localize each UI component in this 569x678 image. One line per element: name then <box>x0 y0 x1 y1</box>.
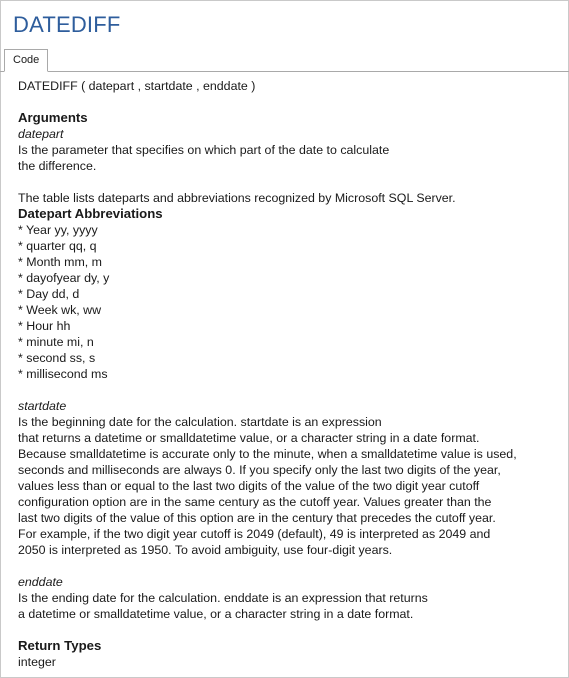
return-types-heading: Return Types <box>18 638 102 653</box>
datepart-abbrev-heading: Datepart Abbreviations <box>18 206 163 221</box>
return-type-value: integer <box>18 655 56 669</box>
startdate-desc-line: configuration option are in the same century as the cutoff year. Values greater than the <box>18 495 492 509</box>
abbrev-item: * minute mi, n <box>18 335 94 349</box>
datepart-desc-line: Is the parameter that specifies on which part of the date to calculate <box>18 143 390 157</box>
syntax-line: DATEDIFF ( datepart , startdate , enddate ) <box>18 79 256 93</box>
abbrev-item: * Year yy, yyyy <box>18 223 98 237</box>
abbrev-item: * quarter qq, q <box>18 239 97 253</box>
startdate-desc-line: Because smalldatetime is accurate only to the minute, when a smalldatetime value is used, <box>18 447 517 461</box>
startdate-desc-line: 2050 is interpreted as 1950. To avoid ambiguity, use four-digit years. <box>18 543 393 557</box>
enddate-desc-line: Is the ending date for the calculation. enddate is an expression that returns <box>18 591 428 605</box>
abbrev-item: * Week wk, ww <box>18 303 102 317</box>
enddate-param-name: enddate <box>18 575 63 589</box>
startdate-desc-line: Is the beginning date for the calculation. startdate is an expression <box>18 415 382 429</box>
abbrev-item: * dayofyear dy, y <box>18 271 110 285</box>
abbrev-item: * Hour hh <box>18 319 71 333</box>
startdate-desc-line: last two digits of the value of this option are in the century that precedes the cutoff year. <box>18 511 496 525</box>
abbrev-item: * Day dd, d <box>18 287 80 301</box>
startdate-desc-line: values less than or equal to the last two digits of the value of the two digit year cutoff <box>18 479 480 493</box>
startdate-desc-line: For example, if the two digit year cutoff is 2049 (default), 49 is interpreted as 2049 and <box>18 527 491 541</box>
startdate-desc-line: that returns a datetime or smalldatetime value, or a character string in a date format. <box>18 431 480 445</box>
arguments-heading: Arguments <box>18 110 88 125</box>
abbrev-item: * second ss, s <box>18 351 96 365</box>
datepart-desc-line: the difference. <box>18 159 97 173</box>
datepart-param-name: datepart <box>18 127 64 141</box>
enddate-desc-line: a datetime or smalldatetime value, or a character string in a date format. <box>18 607 414 621</box>
startdate-desc-line: seconds and milliseconds are always 0. If you specify only the last two digits of the year, <box>18 463 501 477</box>
doc-content <box>18 78 558 670</box>
startdate-param-name: startdate <box>18 399 67 413</box>
abbrev-item: * Month mm, m <box>18 255 102 269</box>
tab-code[interactable]: Code <box>4 49 48 72</box>
tab-bar <box>0 49 569 72</box>
page-title: DATEDIFF <box>13 12 121 37</box>
abbrev-item: * millisecond ms <box>18 367 108 381</box>
datepart-table-note: The table lists dateparts and abbreviations recognized by Microsoft SQL Server. <box>18 191 456 205</box>
